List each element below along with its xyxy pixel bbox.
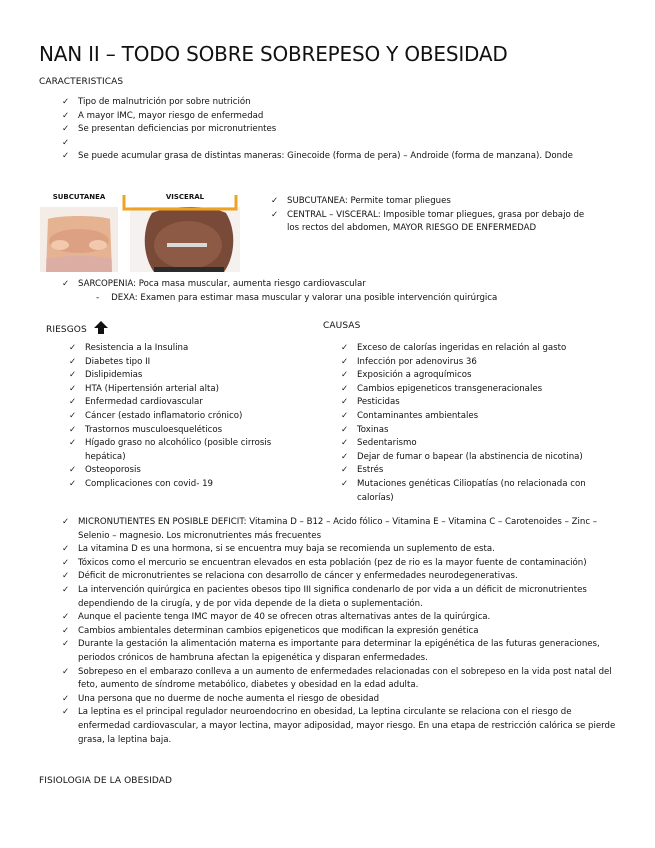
check-icon: ✓: [69, 438, 77, 449]
list-item-text: CENTRAL – VISCERAL: Imposible tomar pliegues, grasa por debajo de los rectos del abdomen, MAYOR RIESGO DE ENFERMEDAD: [287, 209, 585, 234]
list-item: [62, 611, 620, 625]
list-item-text: Aunque el paciente tenga IMC mayor de 40 se ofrecen otras alternativas antes de la quirúrgica.: [78, 612, 491, 623]
list-item-text: Sobrepeso en el embarazo conlleva a un aumento de enfermedades relacionadas con el sobrepeso en la vida post natal del feto, aumento de síndrome metabólico, diabetes y obesidad en la edad adulta.: [78, 666, 612, 691]
list-item-text: Se presentan deficiencias por micronutrientes: [78, 124, 277, 135]
list-item-text: Durante la gestación la alimentación materna es importante para determinar la epigénética de las futuras generaciones, periodos crónicos de hambruna afectan la epigenética y disparan enfermedades.: [78, 639, 600, 663]
check-icon: ✓: [62, 279, 70, 289]
list-item-text: Trastornos musculoesqueléticos: [85, 424, 223, 435]
check-icon: ✓: [62, 544, 70, 555]
causas-list: [341, 342, 613, 505]
list-item: [69, 342, 297, 356]
list-item-text: Enfermedad cardiovascular: [85, 397, 203, 408]
list-item-text: Infección por adenovirus 36: [357, 356, 477, 367]
list-item: [69, 410, 297, 424]
list-item: [341, 451, 613, 465]
figure-notes-list: [271, 195, 591, 236]
check-icon: ✓: [62, 517, 70, 527]
list-item: [69, 424, 297, 438]
list-item: [62, 666, 620, 693]
check-icon: ✓: [62, 693, 70, 704]
label-visceral: VISCERAL: [165, 193, 205, 201]
check-icon: ✓: [62, 571, 70, 582]
notes-list: [62, 516, 620, 747]
list-item-text: Dislipidemias: [85, 370, 143, 381]
check-icon: ✓: [62, 625, 70, 636]
list-item-text: SUBCUTANEA: Permite tomar pliegues: [287, 196, 451, 206]
check-icon: ✓: [341, 343, 349, 353]
arrow-up-icon: [94, 321, 108, 334]
list-item: [69, 369, 297, 383]
list-item: [341, 383, 613, 397]
list-item-text: HTA (Hipertensión arterial alta): [85, 383, 219, 394]
list-item: [69, 478, 297, 492]
list-item: [69, 356, 297, 370]
list-item: [62, 150, 602, 164]
check-icon: ✓: [341, 424, 349, 435]
list-item-text: Cambios epigeneticos transgeneracionales: [357, 383, 543, 394]
check-icon: ✓: [69, 478, 77, 489]
list-item: ✓ SARCOPENIA: Poca masa muscular, aumenta riesgo cardiovascular: [62, 278, 602, 292]
check-icon: ✓: [69, 465, 77, 476]
check-icon: ✓: [341, 370, 349, 381]
section-fisiologia: FISIOLOGIA DE LA OBESIDAD: [39, 776, 173, 786]
check-icon: ✓: [69, 410, 77, 421]
dash-marker: -: [96, 293, 100, 303]
list-item: [271, 209, 591, 236]
check-icon: ✓: [69, 370, 77, 381]
check-icon: ✓: [271, 209, 279, 220]
list-item: [69, 396, 297, 410]
list-item: [62, 625, 620, 639]
check-icon: ✓: [69, 343, 77, 353]
caracteristicas-list: [62, 96, 602, 164]
list-item-text: Pesticidas: [357, 397, 400, 408]
list-item: [69, 464, 297, 478]
list-item: [341, 342, 613, 356]
list-item: [341, 396, 613, 410]
riesgos-list: [69, 342, 297, 492]
page-title: NAN II – TODO SOBRE SOBREPESO Y OBESIDAD: [39, 42, 508, 66]
list-item: [341, 410, 613, 424]
sarcopenia-list: [62, 278, 602, 292]
list-item-text: Estrés: [357, 465, 384, 476]
check-icon: ✓: [69, 397, 77, 408]
list-item-text: Diabetes tipo II: [85, 356, 151, 367]
check-icon: ✓: [62, 639, 70, 650]
list-item: [69, 437, 297, 464]
list-item-text: Sedentarismo: [357, 438, 417, 449]
check-icon: ✓: [341, 356, 349, 367]
list-item: [271, 195, 591, 209]
list-item-text: MICRONUTIENTES EN POSIBLE DEFICIT: Vitamina D – B12 – Acido fólico – Vitamina E – Vitamina C – Carotenoides – Zinc – Selenio – magnesio. Los micronutrientes más frecuentes: [78, 517, 598, 541]
check-icon: ✓: [341, 397, 349, 408]
list-item-text: Exceso de calorías ingeridas en relación al gasto: [357, 343, 567, 353]
list-item: [62, 543, 620, 557]
list-item: [341, 437, 613, 451]
label-subcutanea: SUBCUTANEA: [52, 193, 106, 201]
check-icon: ✓: [62, 584, 70, 595]
check-icon: ✓: [62, 124, 70, 135]
check-icon: ✓: [62, 707, 70, 718]
check-icon: ✓: [62, 612, 70, 623]
check-icon: ✓: [341, 478, 349, 489]
list-item-text: Resistencia a la Insulina: [85, 343, 189, 353]
check-icon: ✓: [62, 557, 70, 568]
check-icon: ✓: [271, 196, 279, 206]
list-item-text: Cáncer (estado inflamatorio crónico): [85, 410, 243, 421]
list-item-text: La intervención quirúrgica en pacientes obesos tipo III significa condenarlo de por vida a un déficit de micronutrientes dependiendo de la cirugía, y de por vida depende de la dieta o suplementación.: [78, 584, 587, 609]
list-item-text: Complicaciones con covid- 19: [85, 478, 214, 489]
check-icon: ✓: [62, 151, 70, 162]
check-icon: ✓: [341, 438, 349, 449]
list-item-text: Osteoporosis: [85, 465, 141, 476]
list-item: [62, 516, 620, 543]
list-item: [62, 570, 620, 584]
list-item-text: A mayor IMC, mayor riesgo de enfermedad: [78, 110, 264, 121]
fat-distribution-illustration: [40, 189, 255, 272]
list-item-text: Una persona que no duerme de noche aumenta el riesgo de obesidad: [78, 693, 380, 704]
list-item: [62, 557, 620, 571]
check-icon: ✓: [69, 383, 77, 394]
list-item-text: Dejar de fumar o bapear (la abstinencia de nicotina): [357, 451, 583, 462]
list-item: [62, 693, 620, 707]
check-icon: ✓: [341, 410, 349, 421]
section-riesgos: RIESGOS: [46, 321, 108, 335]
check-icon: ✓: [341, 465, 349, 476]
list-item-text: La vitamina D es una hormona, si se encuentra muy baja se recomienda un suplemento de esta.: [78, 544, 495, 555]
list-item-text: Tipo de malnutrición por sobre nutrición: [78, 97, 251, 107]
dexa-line: - DEXA: Examen para estimar masa muscular y valorar una posible intervención quirúrgica: [96, 293, 498, 303]
check-icon: ✓: [62, 97, 70, 107]
list-item: [62, 584, 620, 611]
list-item-text: Se puede acumular grasa de distintas maneras: Ginecoide (forma de pera) – Androide (forma de manzana). Donde: [78, 151, 573, 162]
fat-distribution-figure: [40, 189, 255, 272]
list-item: [341, 464, 613, 478]
list-item-text: Mutaciones genéticas Ciliopatías (no relacionada con calorías): [357, 478, 586, 503]
section-causas: CAUSAS: [323, 321, 361, 331]
check-icon: ✓: [62, 110, 70, 121]
list-item: [62, 137, 602, 151]
list-item-text: Cambios ambientales determinan cambios epigeneticos que modifican la expresión genética: [78, 625, 479, 636]
list-item-text: La leptina es el principal regulador neuroendocrino en obesidad, La leptina circulante se relaciona con el riesgo de enfermedad cardiovascular, a mayor lectina, mayor adiposidad, mayor riesgo. En una etapa de restricción calórica se pierde grasa, la leptina baja.: [78, 707, 616, 745]
list-item: [62, 706, 620, 747]
list-item: [341, 478, 613, 505]
check-icon: ✓: [62, 666, 70, 677]
list-item: [62, 638, 620, 665]
list-item-text: Tóxicos como el mercurio se encuentran elevados en esta población (pez de rio es la mayor fuente de contaminación): [78, 557, 587, 568]
check-icon: ✓: [341, 383, 349, 394]
check-icon: ✓: [69, 424, 77, 435]
list-item: [62, 96, 602, 110]
list-item-text: Contaminantes ambientales: [357, 410, 479, 421]
list-item: [62, 123, 602, 137]
list-item: [341, 369, 613, 383]
check-icon: ✓: [62, 137, 70, 148]
list-item: [62, 110, 602, 124]
list-item: [341, 356, 613, 370]
list-item-text: Hígado graso no alcohólico (posible cirrosis hepática): [85, 438, 272, 462]
list-item: [341, 424, 613, 438]
check-icon: ✓: [341, 451, 349, 462]
list-item-text: Déficit de micronutrientes se relaciona con desarrollo de cáncer y enfermedades neurodegenerativas.: [78, 571, 518, 582]
section-caracteristicas: CARACTERISTICAS: [39, 77, 124, 87]
check-icon: ✓: [69, 356, 77, 367]
list-item-text: Exposición a agroquímicos: [357, 370, 472, 381]
list-item-text: Toxinas: [357, 424, 389, 435]
list-item: [69, 383, 297, 397]
